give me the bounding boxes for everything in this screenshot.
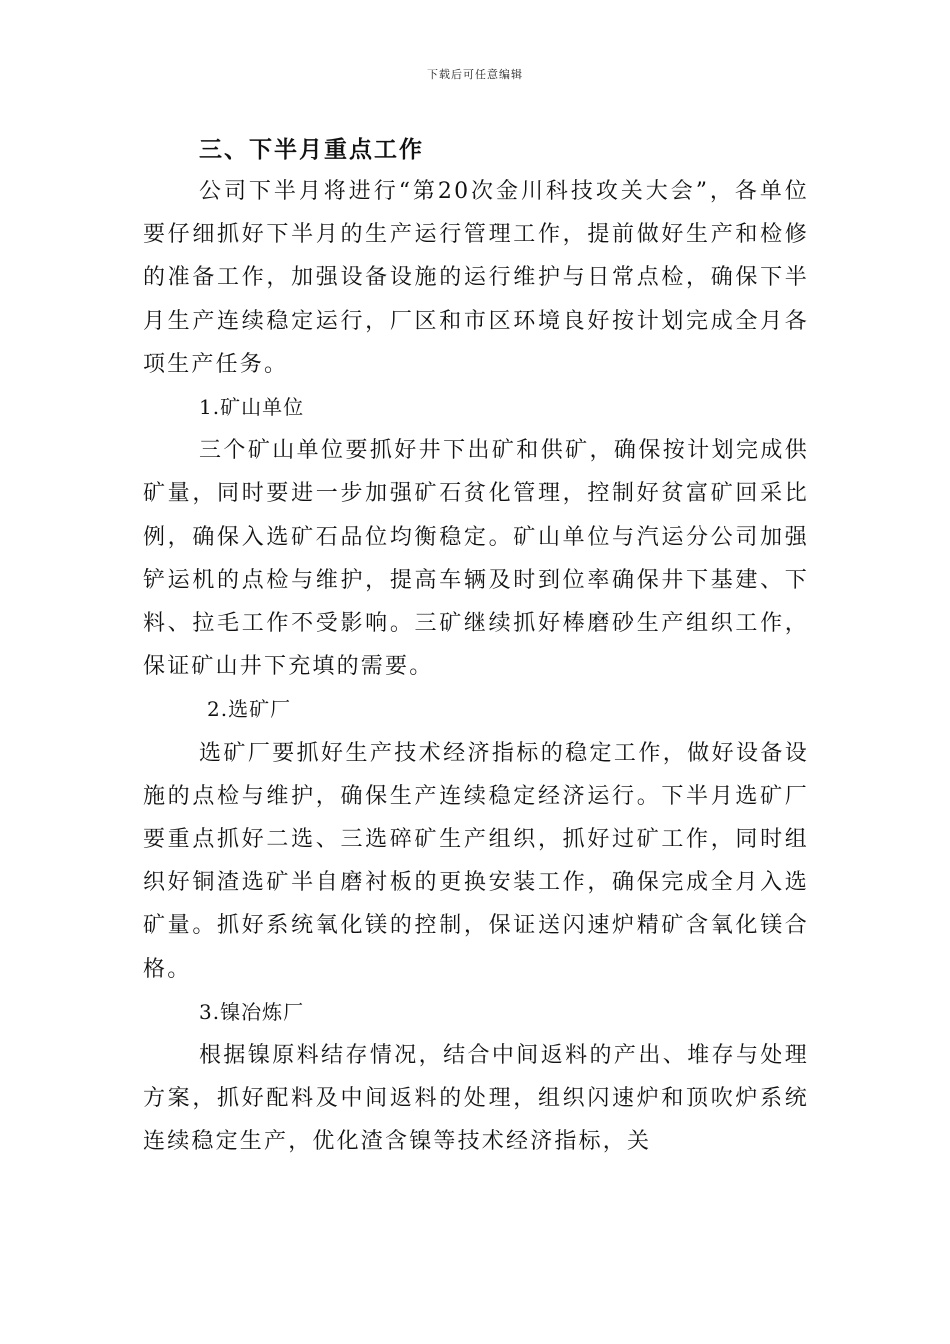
header-note: 下载后可任意编辑 (427, 68, 523, 81)
document-body (143, 130, 809, 1164)
item-body-concentrator: 选矿厂要抓好生产技术经济指标的稳定工作，做好设备设施的点检与维护，确保生产连续稳定经济运行。下半月选矿厂要重点抓好二选、三选碎矿生产组织，抓好过矿工作，同时组织好铜渣选矿半自磨衬板的更换安装工作，确保完成全月入选矿量。抓好系统氧化镁的控制，保证送闪速炉精矿含氧化镁合格。 (143, 740, 809, 982)
item-body-nickel-smelter: 根据镍原料结存情况，结合中间返料的产出、堆存与处理方案，抓好配料及中间返料的处理，组织闪速炉和顶吹炉系统连续稳定生产，优化渣含镍等技术经济指标，关 (143, 1043, 809, 1155)
section-title: 三、下半月重点工作 (199, 136, 424, 163)
item-title-nickel-smelter: 3.镍冶炼厂 (199, 999, 305, 1024)
item-title-mine: 1.矿山单位 (199, 395, 305, 420)
intro-paragraph: 公司下半月将进行“第20次金川科技攻关大会”，各单位要仔细抓好下半月的生产运行管理工作，提前做好生产和检修的准备工作，加强设备设施的运行维护与日常点检，确保下半月生产连续稳定运行，厂区和市区环境良好按计划完成全月各项生产任务。 (143, 179, 809, 377)
item-title-concentrator: 2.选矿厂 (207, 697, 292, 722)
item-body-mine: 三个矿山单位要抓好井下出矿和供矿，确保按计划完成供矿量，同时要进一步加强矿石贫化管理，控制好贫富矿回采比例，确保入选矿石品位均衡稳定。矿山单位与汽运分公司加强铲运机的点检与维护，提高车辆及时到位率确保井下基建、下料、拉毛工作不受影响。三矿继续抓好棒磨砂生产组织工作，保证矿山井下充填的需要。 (143, 438, 809, 680)
